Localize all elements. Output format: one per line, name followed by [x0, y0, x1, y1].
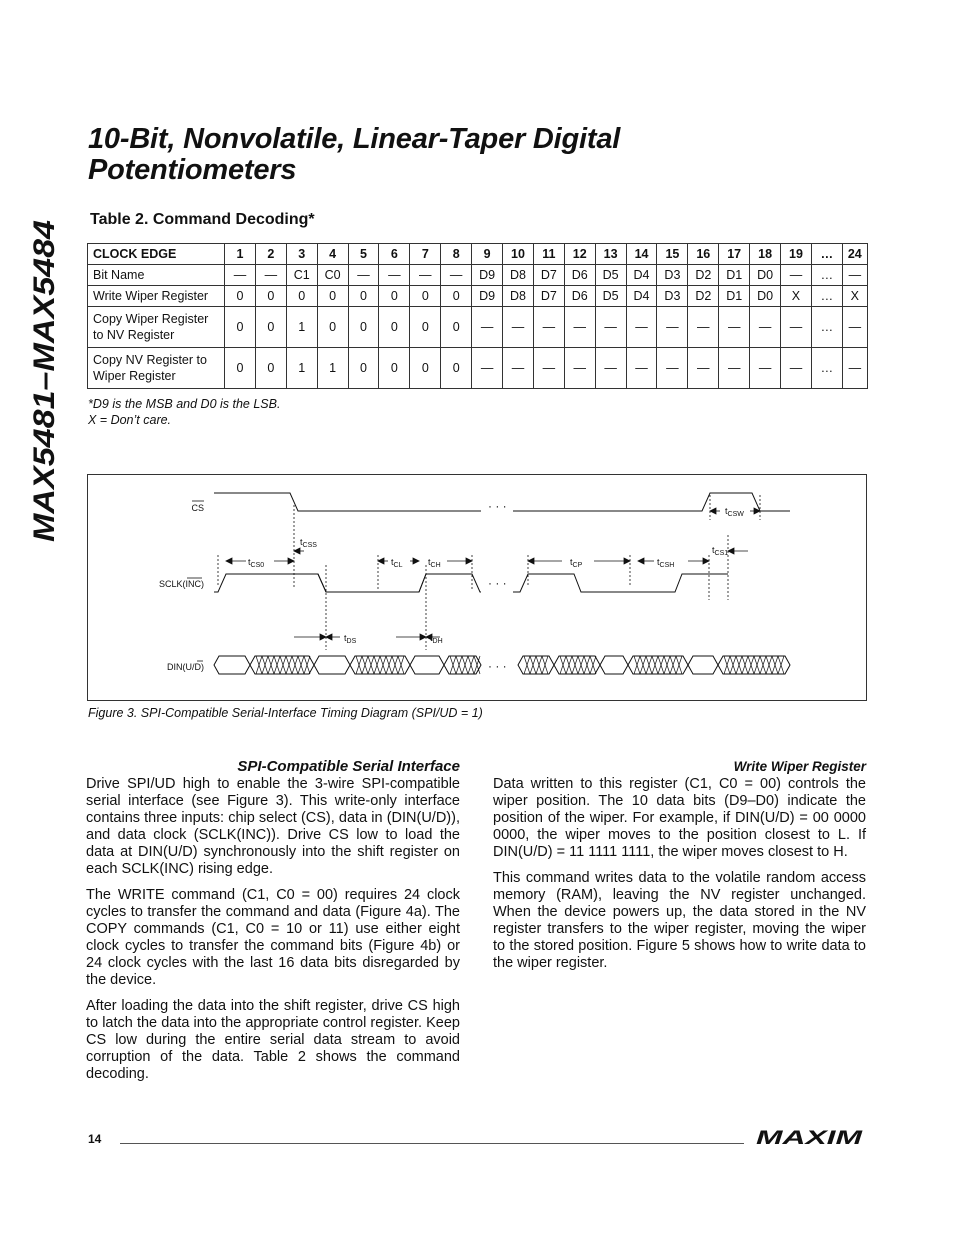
reference-lines	[218, 495, 760, 650]
table-cell: D0	[750, 286, 781, 307]
header-cell: …	[811, 244, 842, 265]
table-cell: —	[225, 265, 256, 286]
table-cell: —	[348, 265, 379, 286]
table-cell: D8	[503, 265, 534, 286]
table-cell: —	[533, 307, 564, 348]
sclk-waveform-right	[513, 574, 728, 592]
tcsh-sub: CSH	[659, 562, 675, 569]
header-cell: 5	[348, 244, 379, 265]
din-hatched-cell	[250, 656, 314, 674]
table-cell: —	[410, 265, 441, 286]
header-cell: 13	[595, 244, 626, 265]
table-cell: D9	[472, 286, 503, 307]
header-cell: 1	[225, 244, 256, 265]
table-cell: —	[842, 265, 867, 286]
table-cell: 0	[255, 286, 286, 307]
tcss-label: $t_{CSS}$	[300, 537, 317, 549]
left-column	[86, 758, 460, 1092]
section-heading-write-wiper: Write Wiper Register	[733, 759, 866, 774]
table-cell: D9	[472, 265, 503, 286]
header-cell: 3	[286, 244, 317, 265]
row-label: Copy NV Register to Wiper Register	[88, 348, 225, 389]
table-cell: D2	[688, 265, 719, 286]
table-cell: 0	[410, 286, 441, 307]
table-cell: —	[750, 307, 781, 348]
table-cell: —	[472, 307, 503, 348]
table-cell: D6	[564, 286, 595, 307]
tcl-label: $t_{CL}$	[391, 557, 403, 569]
table-cell: —	[781, 307, 812, 348]
header-cell: 6	[379, 244, 410, 265]
table-cell: 0	[410, 348, 441, 389]
table-cell: —	[503, 348, 534, 389]
table-cell: —	[595, 307, 626, 348]
table-cell: —	[781, 265, 812, 286]
side-title	[14, 212, 66, 542]
tcl-sub: CL	[393, 562, 403, 569]
header-cell: 19	[781, 244, 812, 265]
table-cell: D8	[503, 286, 534, 307]
table-cell: C0	[317, 265, 348, 286]
paragraph: Data written to this register (C1, C0 = 00) controls the wiper position. The 10 data bits (D9–D0) indicate the position of the wiper. For example, if DIN(U/D) = 00 0000 0000, the wiper moves to the position closest to L. If DIN(U/D) = 11 1111 1111, the wiper moves closest to H.	[493, 776, 866, 860]
header-cell: 18	[750, 244, 781, 265]
table-cell: —	[533, 348, 564, 389]
tcp-label: $t_{CP}$	[570, 557, 583, 569]
din-continuation: · · ·	[488, 659, 507, 673]
table-cell: D7	[533, 265, 564, 286]
footer-rule	[120, 1143, 744, 1144]
header-cell: 9	[472, 244, 503, 265]
table-cell: —	[379, 265, 410, 286]
paragraph: The WRITE command (C1, C0 = 00) requires 24 clock cycles to transfer the command and data (Figure 4a). The COPY commands (C1, C0 = 10 or 11) use either eight clock cycles to transfer the command bits (Figure 4b) or 24 clock cycles with the last 16 data bits disregarded by the device.	[86, 887, 460, 988]
section-heading-spi: SPI-Compatible Serial Interface	[237, 758, 460, 775]
sclk-signal-label: SCLK(INC)	[158, 579, 204, 589]
table-cell: 0	[317, 307, 348, 348]
table-cell: —	[441, 265, 472, 286]
cs-signal-label: CS	[191, 503, 204, 513]
tcss-sub: CSS	[302, 542, 317, 549]
table-cell: —	[595, 348, 626, 389]
table-cell: 1	[286, 348, 317, 389]
table-cell: —	[842, 307, 867, 348]
header-cell: 12	[564, 244, 595, 265]
header-cell: 2	[255, 244, 286, 265]
paragraph: This command writes data to the volatile random access memory (RAM), leaving the NV register unchanged. When the device powers up, the data stored in the NV register transfers to the wiper register, moving the wiper to the stored position. Figure 5 shows how to write data to the wiper register.	[493, 870, 866, 971]
tds-label: $t_{DS}$	[344, 633, 357, 645]
din-signal-label: DIN(U/D)	[167, 662, 204, 672]
header-cell: 8	[441, 244, 472, 265]
table-cell: 0	[225, 307, 256, 348]
table-cell: —	[842, 348, 867, 389]
table-cell: X	[781, 286, 812, 307]
din-data-cell	[410, 656, 444, 674]
table-cell: C1	[286, 265, 317, 286]
table-cell: —	[688, 307, 719, 348]
sclk-continuation: · · ·	[488, 576, 507, 590]
header-cell: CLOCK EDGE	[88, 244, 225, 265]
tcsh-label: $t_{CSH}$	[657, 557, 675, 569]
din-data-cell	[688, 656, 718, 674]
header-cell: 15	[657, 244, 688, 265]
table-cell: —	[472, 348, 503, 389]
table-cell: 0	[379, 348, 410, 389]
table-cell: 0	[441, 286, 472, 307]
table-cell: —	[503, 307, 534, 348]
table-cell: —	[657, 307, 688, 348]
table-cell: D3	[657, 286, 688, 307]
maxim-logo-text: MAXIM	[756, 1128, 864, 1148]
row-label: Write Wiper Register	[88, 286, 225, 307]
table-cell: D5	[595, 286, 626, 307]
table-cell: 0	[441, 307, 472, 348]
din-data-cell	[600, 656, 628, 674]
table-cell: D1	[719, 265, 750, 286]
table-cell: 1	[317, 348, 348, 389]
table-cell: D2	[688, 286, 719, 307]
table-cell: D7	[533, 286, 564, 307]
table-cell: 0	[348, 348, 379, 389]
table-cell: 0	[286, 286, 317, 307]
cs-waveform-end	[513, 493, 790, 511]
header-cell: 24	[842, 244, 867, 265]
table-cell: —	[626, 348, 657, 389]
maxim-logo	[754, 1126, 866, 1153]
table-row	[88, 286, 868, 307]
paragraph: After loading the data into the shift register, drive CS high to latch the data into the appropriate control register. Keep CS low during the entire serial data stream to avoid corruption of the data. Table 2 shows the command decoding.	[86, 998, 460, 1082]
table-cell: 0	[317, 286, 348, 307]
table-cell: D4	[626, 286, 657, 307]
table-cell: —	[626, 307, 657, 348]
tch-sub: CH	[430, 562, 441, 569]
din-hatched-cell	[444, 656, 481, 674]
tdh-sub: DH	[432, 638, 443, 645]
table-cell: 0	[410, 307, 441, 348]
table-cell: D6	[564, 265, 595, 286]
table-header-row	[88, 244, 868, 265]
table-cell: 0	[225, 348, 256, 389]
command-decoding-table	[87, 243, 868, 389]
tds-sub: DS	[346, 638, 357, 645]
table-cell: 0	[255, 307, 286, 348]
table-cell: —	[657, 348, 688, 389]
table-cell: 1	[286, 307, 317, 348]
table-cell: D3	[657, 265, 688, 286]
row-label: Bit Name	[88, 265, 225, 286]
paragraph: Drive SPI/UD high to enable the 3-wire SPI-compatible serial interface (see Figure 3). This write-only interface contains three inputs: chip select (CS), data in (DIN(U/D)), and data clock (SCLK(INC)). Drive CS low to load the data at DIN(U/D) synchronously into the shift register on each SCLK(INC) rising edge.	[86, 776, 460, 877]
timing-diagram	[87, 474, 867, 701]
table-cell: —	[719, 307, 750, 348]
header-cell: 10	[503, 244, 534, 265]
tcs1-label: $t_{CS1}$	[712, 545, 729, 557]
header-cell: 17	[719, 244, 750, 265]
table-cell: —	[781, 348, 812, 389]
cs-waveform	[214, 493, 481, 511]
sclk-waveform	[214, 574, 472, 592]
tcp-sub: CP	[572, 562, 583, 569]
table-cell: 0	[255, 348, 286, 389]
header-cell: 4	[317, 244, 348, 265]
row-label: Copy Wiper Register to NV Register	[88, 307, 225, 348]
table-cell: D4	[626, 265, 657, 286]
tch-label: $t_{CH}$	[428, 557, 441, 569]
header-cell: 14	[626, 244, 657, 265]
table-heading: Table 2. Command Decoding*	[90, 211, 315, 228]
tcsw-label: $t_{CSW}$	[725, 506, 744, 518]
header-cell: 16	[688, 244, 719, 265]
page-number: 14	[88, 1132, 102, 1146]
header-cell: 11	[533, 244, 564, 265]
table-cell: 0	[348, 286, 379, 307]
table-cell: —	[564, 307, 595, 348]
figure-caption: Figure 3. SPI-Compatible Serial-Interface Timing Diagram (SPI/UD = 1)	[88, 706, 483, 720]
cs-continuation: · · ·	[488, 499, 507, 513]
table-row	[88, 265, 868, 286]
tcsw-sub: CSW	[727, 511, 744, 518]
table-notes	[88, 396, 280, 428]
table-cell: 0	[348, 307, 379, 348]
table-cell: 0	[379, 307, 410, 348]
table-note-dont-care: X = Don’t care.	[88, 413, 172, 427]
page-title: 10-Bit, Nonvolatile, Linear-Taper Digital Potentiometers	[88, 123, 621, 186]
tdh-label: $t_{DH}$	[430, 633, 443, 645]
tcs1-sub: CS1	[714, 550, 729, 557]
table-cell: —	[255, 265, 286, 286]
right-column	[493, 758, 866, 981]
side-title-text: MAX5481–MAX5484	[28, 258, 61, 542]
table-row	[88, 307, 868, 348]
table-cell: …	[811, 286, 842, 307]
table-cell: —	[688, 348, 719, 389]
table-cell: X	[842, 286, 867, 307]
table-cell: D1	[719, 286, 750, 307]
tcs0-label: $t_{CS0}$	[248, 557, 265, 569]
din-data-cell	[214, 656, 250, 674]
table-cell: …	[811, 265, 842, 286]
table-cell: …	[811, 348, 842, 389]
table-cell: D0	[750, 265, 781, 286]
table-cell: 0	[379, 286, 410, 307]
table-cell: …	[811, 307, 842, 348]
table-cell: —	[750, 348, 781, 389]
sclk-waveform-mid	[226, 574, 419, 592]
table-note-msb: *D9 is the MSB and D0 is the LSB.	[88, 397, 281, 411]
din-hatched-cell	[518, 656, 554, 674]
table-cell: —	[564, 348, 595, 389]
table-cell: 0	[225, 286, 256, 307]
din-data-cell	[314, 656, 350, 674]
table-cell: 0	[441, 348, 472, 389]
tcs0-sub: CS0	[250, 562, 265, 569]
table-cell: —	[719, 348, 750, 389]
table-row	[88, 348, 868, 389]
header-cell: 7	[410, 244, 441, 265]
table-cell: D5	[595, 265, 626, 286]
